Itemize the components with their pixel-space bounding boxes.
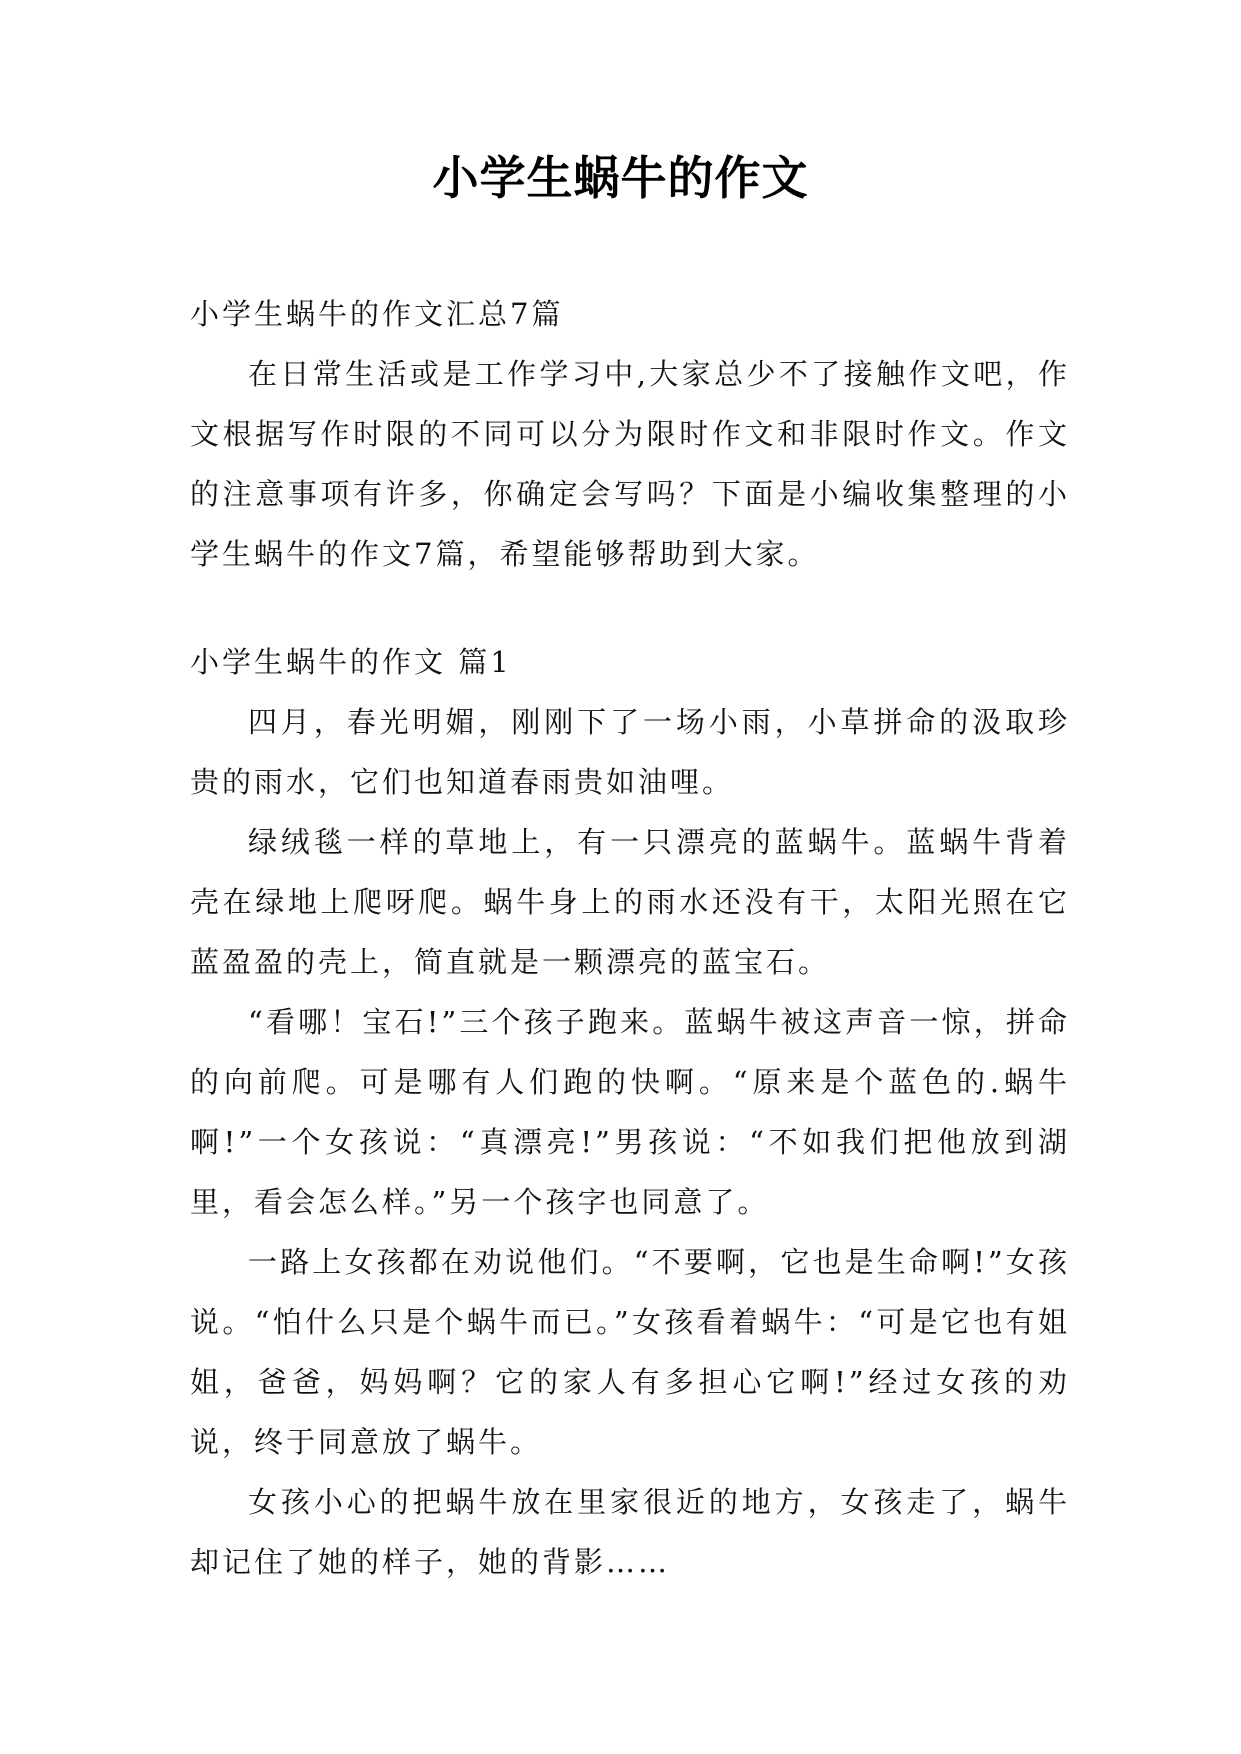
intro-paragraph: 在日常生活或是工作学习中,大家总少不了接触作文吧，作文根据写作时限的不同可以分为限时作文和非限时作文。作文的注意事项有许多，你确定会写吗？下面是小编收集整理的小学生蜗牛的作文7篇，希望能够帮助到大家。	[190, 357, 1070, 571]
document-title: 小学生蜗牛的作文	[432, 151, 809, 205]
body-paragraph: 一路上女孩都在劝说他们。“不要啊，它也是生命啊!”女孩说。“怕什么只是个蜗牛而已。”女孩看着蜗牛：“可是它也有姐姐，爸爸，妈妈啊？它的家人有多担心它啊!”经过女孩的劝说，终于同意放了蜗牛。	[190, 1245, 1070, 1459]
section-spacer	[190, 584, 1070, 632]
section-heading: 小学生蜗牛的作文 篇1	[190, 645, 512, 679]
collection-subtitle: 小学生蜗牛的作文汇总7篇	[190, 297, 564, 331]
body-paragraph: 女孩小心的把蜗牛放在里家很近的地方，女孩走了，蜗牛却记住了她的样子，她的背影……	[190, 1485, 1070, 1579]
body-paragraph: 四月，春光明媚，刚刚下了一场小雨，小草拼命的汲取珍贵的雨水，它们也知道春雨贵如油哩。	[190, 705, 1070, 799]
body-paragraph: “看哪！宝石!”三个孩子跑来。蓝蜗牛被这声音一惊，拼命的向前爬。可是哪有人们跑的快啊。“原来是个蓝色的.蜗牛啊!”一个女孩说：“真漂亮!”男孩说：“不如我们把他放到湖里，看会怎么样。”另一个孩字也同意了。	[190, 1005, 1070, 1219]
document-body	[190, 284, 1070, 1592]
body-paragraph: 绿绒毯一样的草地上，有一只漂亮的蓝蜗牛。蓝蜗牛背着壳在绿地上爬呀爬。蜗牛身上的雨水还没有干，太阳光照在它蓝盈盈的壳上，简直就是一颗漂亮的蓝宝石。	[190, 825, 1070, 979]
